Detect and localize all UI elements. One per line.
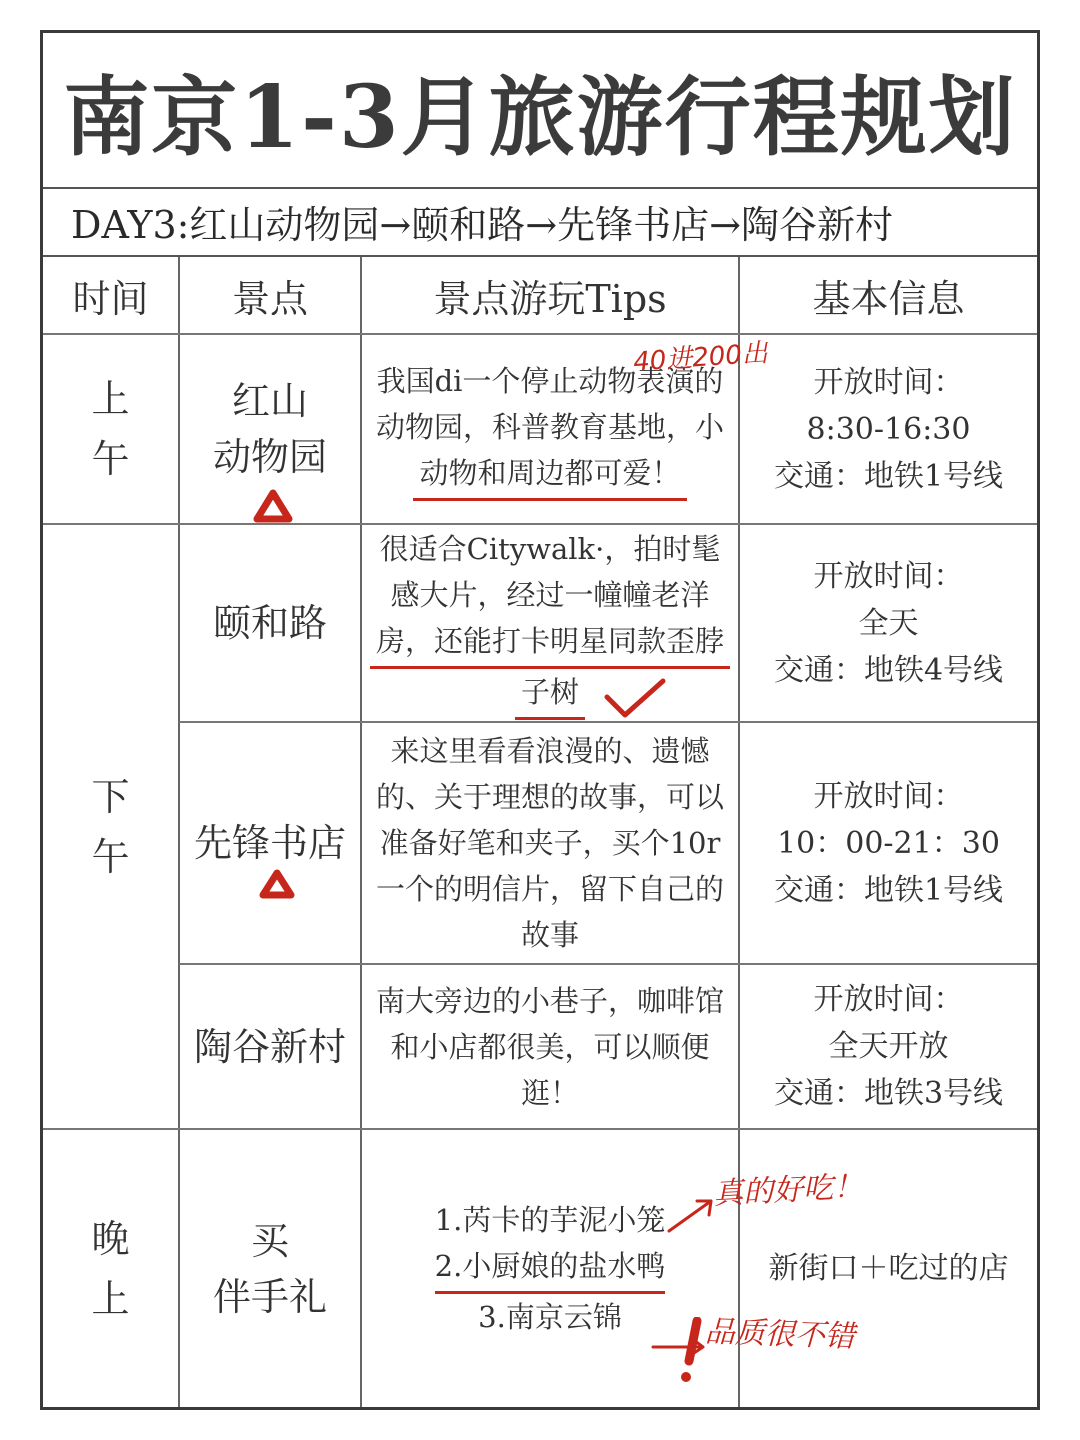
info-yihe-road: 开放时间： 全天 交通：地铁4号线 (773, 558, 1004, 688)
route-bar (43, 187, 1037, 257)
info-hongshan-zoo: 开放时间： 8:30-16:30 交通：地铁1号线 (773, 364, 1004, 494)
period-afternoon: 下 午 (91, 774, 130, 879)
period-evening: 晚 上 (91, 1216, 130, 1321)
header-spot: 景点 (231, 276, 308, 321)
info-souvenirs: 新街口＋吃过的店 (768, 1251, 1009, 1286)
spot-avant-garde-bookstore: 先锋书店 (193, 821, 346, 865)
route-text: DAY3:红山动物园→颐和路→先锋书店→陶谷新村 (71, 202, 893, 247)
header-info: 基本信息 (812, 276, 965, 321)
info-avant-garde-bookstore: 开放时间： 10：00-21：30 交通：地铁1号线 (773, 778, 1004, 908)
spot-yihe-road: 颐和路 (212, 601, 327, 645)
title-bar (43, 33, 1037, 189)
tips-souvenirs: 1.芮卡的芋泥小笼 2.小厨娘的盐水鸭 3.南京云锦 (434, 1203, 666, 1334)
period-morning: 上 午 (91, 377, 130, 481)
red-arrow-right-icon (649, 1333, 709, 1359)
spot-hongshan-zoo: 红山 动物园 (212, 379, 327, 479)
spot-souvenirs: 买 伴手礼 (212, 1218, 327, 1319)
red-triangle-icon (259, 869, 295, 899)
red-triangle-icon (253, 489, 293, 523)
red-checkmark-icon (603, 677, 667, 721)
page-title: 南京1-3月旅游行程规划 (63, 67, 1017, 168)
note-tasty: 真的好吃！ (712, 1169, 864, 1212)
itinerary-sheet (40, 30, 1040, 1410)
note-quality: 品质很不错 (704, 1314, 856, 1355)
header-time: 时间 (72, 276, 149, 321)
header-tips: 景点游玩Tips (433, 276, 667, 321)
tips-yihe-road: 很适合Citywalk·，拍时髦 感大片，经过一幢幢老洋 房，还能打卡明星同款歪脖 子树 (362, 525, 738, 721)
red-arrow-up-icon (663, 1195, 723, 1235)
spot-taogu-village: 陶谷新村 (193, 1024, 346, 1069)
itinerary-table (43, 257, 1037, 1407)
info-taogu-village: 开放时间： 全天开放 交通：地铁3号线 (773, 982, 1004, 1111)
tips-avant-garde-bookstore: 来这里看看浪漫的、遗憾 的、关于理想的故事，可以 准备好笔和夹子，买个10r 一个的明信片，留下自己的 故事 (375, 734, 724, 952)
note-zoo-price: 40进200出 (632, 338, 769, 378)
tips-hongshan-zoo: 我国di一个停止动物表演的 动物园，科普教育基地，小 动物和周边都可爱！ (362, 335, 738, 523)
tips-taogu-village: 南大旁边的小巷子，咖啡馆 和小店都很美，可以顺便 逛！ (375, 983, 724, 1110)
